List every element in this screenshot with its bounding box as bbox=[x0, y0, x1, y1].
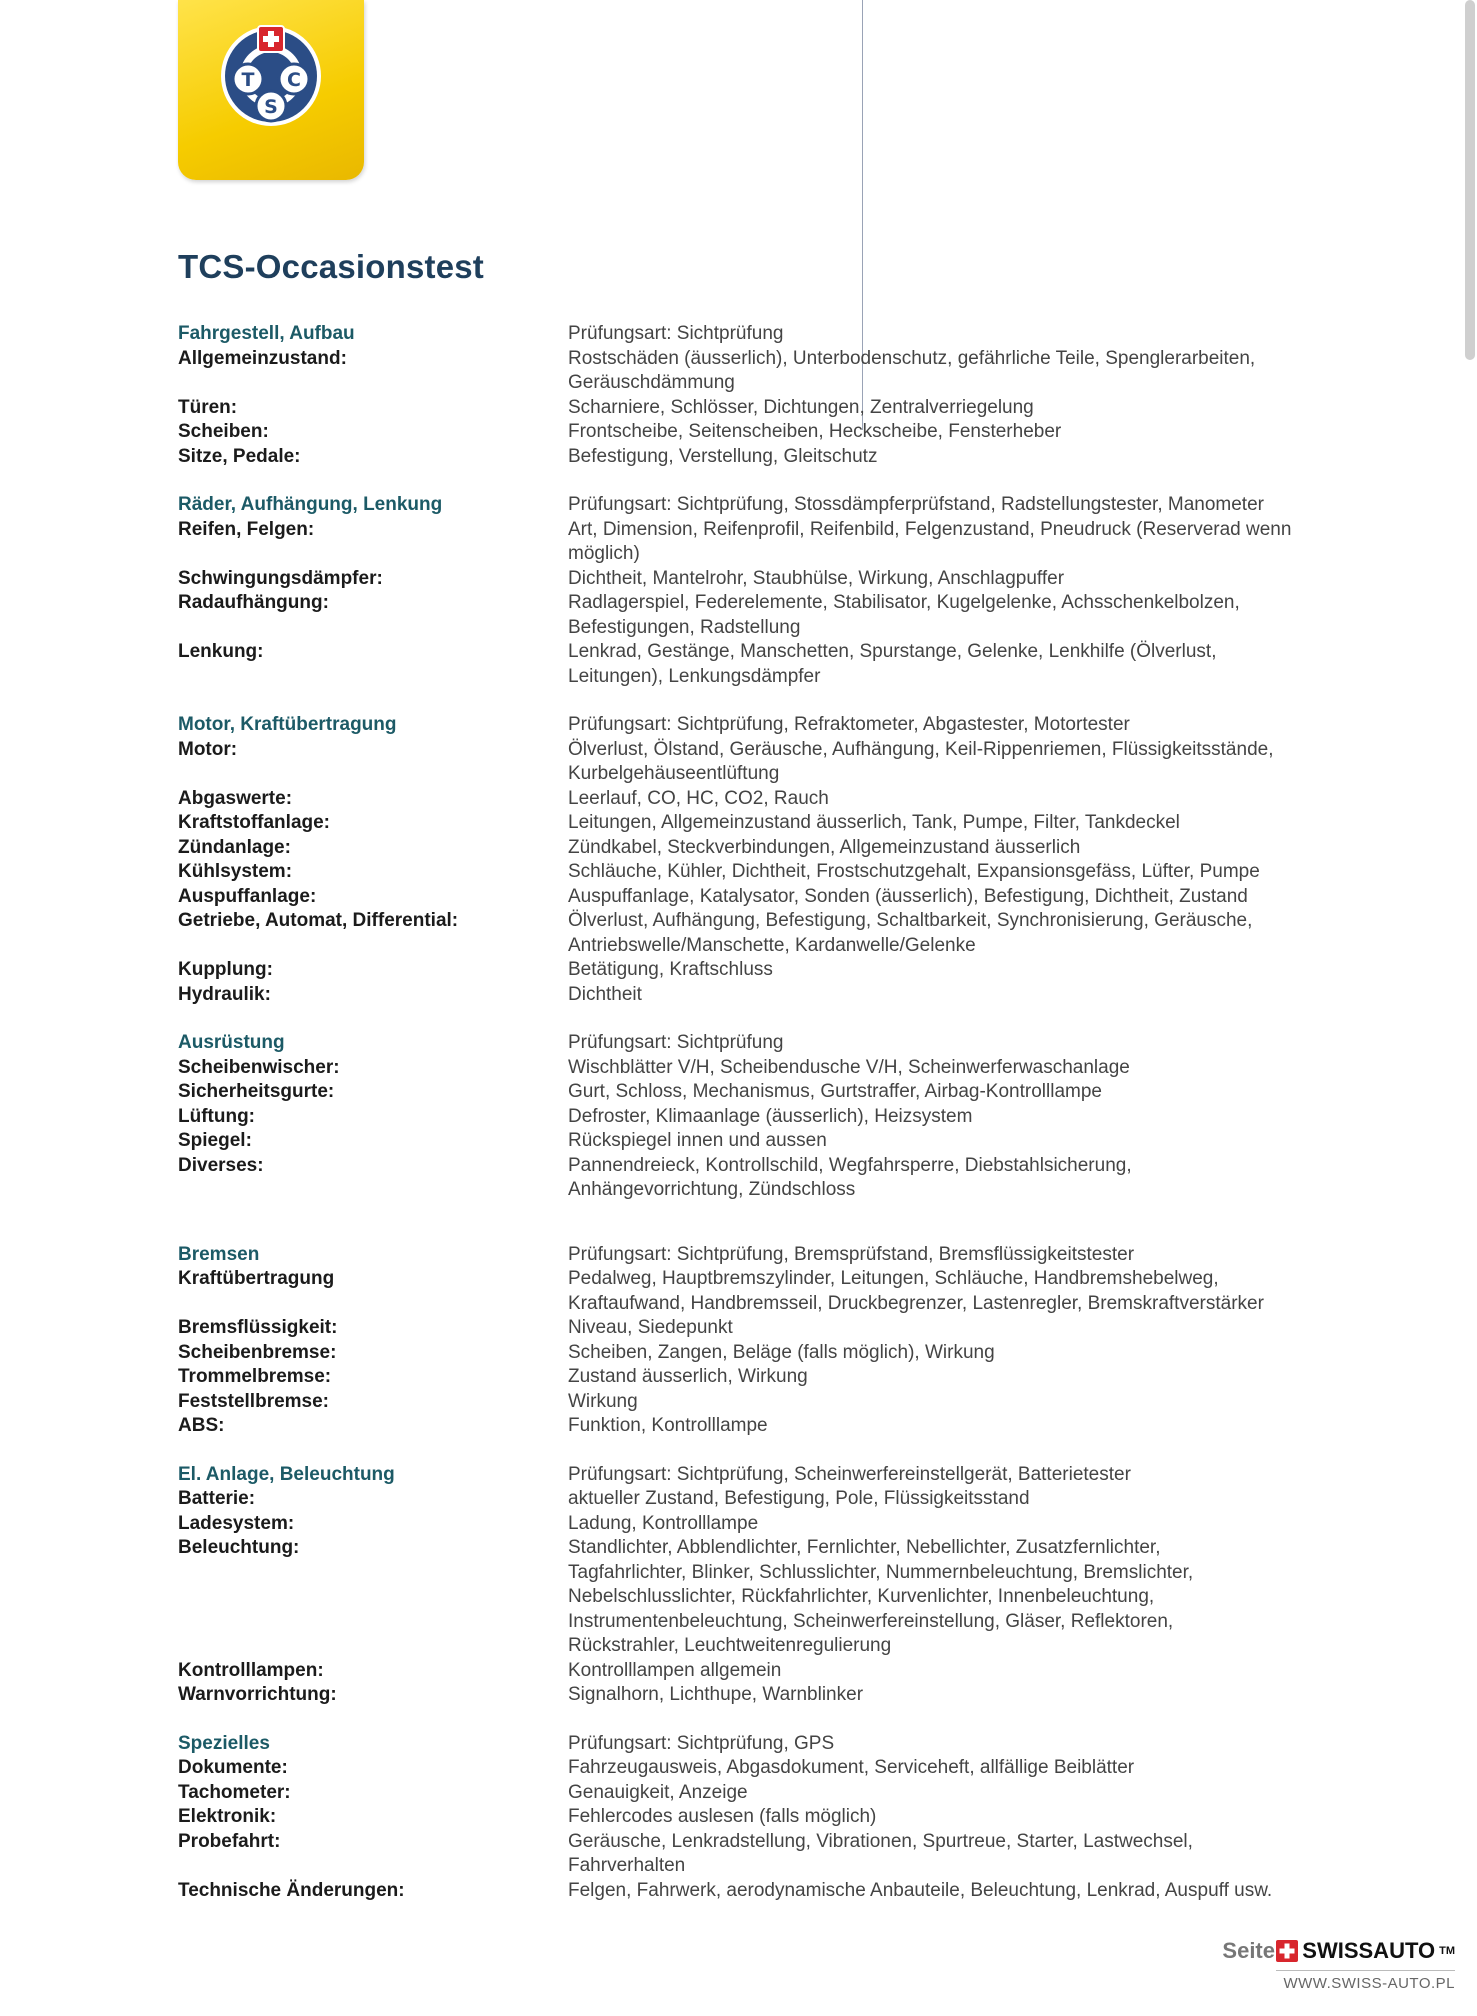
item-value-continuation: Rückstrahler, Leuchtweitenregulierung bbox=[568, 1635, 892, 1656]
item-value: Standlichter, Abblendlichter, Fernlichter, Nebellichter, Zusatzfernlichter, bbox=[568, 1537, 1161, 1558]
item-value: Zustand äusserlich, Wirkung bbox=[568, 1366, 808, 1387]
item-value-continuation: Geräuschdämmung bbox=[568, 372, 735, 393]
test-type: Prüfungsart: Sichtprüfung, Bremsprüfstand, Bremsflüssigkeitstester bbox=[568, 1243, 1135, 1265]
section-header-row bbox=[178, 322, 1398, 347]
item-value: Felgen, Fahrwerk, aerodynamische Anbauteile, Beleuchtung, Lenkrad, Auspuff usw. bbox=[568, 1879, 1273, 1901]
item-row bbox=[178, 518, 1398, 543]
item-label: Ladesystem: bbox=[178, 1512, 295, 1534]
item-value: Art, Dimension, Reifenprofil, Reifenbild, Felgenzustand, Pneudruck (Reserverad wenn bbox=[568, 518, 1292, 540]
item-value: Pannendreieck, Kontrollschild, Wegfahrsperre, Diebstahlsicherung, bbox=[568, 1154, 1132, 1176]
item-label: ABS: bbox=[178, 1415, 225, 1436]
item-row bbox=[178, 1781, 1398, 1806]
item-row bbox=[178, 1365, 1398, 1390]
item-value: Defroster, Klimaanlage (äusserlich), Heizsystem bbox=[568, 1105, 973, 1127]
tcs-logo bbox=[178, 0, 364, 180]
svg-text:C: C bbox=[287, 69, 301, 91]
item-label: Auspuffanlage: bbox=[178, 885, 317, 907]
item-row bbox=[178, 836, 1398, 861]
item-value-continuation: Tagfahrlichter, Blinker, Schlusslichter, Nummernbeleuchtung, Bremslichter, bbox=[568, 1561, 1194, 1583]
test-type: Prüfungsart: Sichtprüfung, Stossdämpferprüfstand, Radstellungstester, Manometer bbox=[568, 494, 1264, 515]
item-label: Getriebe, Automat, Differential: bbox=[178, 910, 459, 931]
watermark-name: SWISSAUTO TM bbox=[1276, 1938, 1455, 1964]
item-value-continuation: Kraftaufwand, Handbremsseil, Druckbegrenzer, Lastenregler, Bremskraftverstärker bbox=[568, 1292, 1264, 1314]
test-type: Prüfungsart: Sichtprüfung bbox=[568, 1032, 784, 1053]
item-row-continuation bbox=[178, 1854, 1398, 1879]
item-row bbox=[178, 1879, 1398, 1904]
item-value: Auspuffanlage, Katalysator, Sonden (äusserlich), Befestigung, Dichtheit, Zustand bbox=[568, 885, 1248, 907]
item-label: Schwingungsdämpfer: bbox=[178, 567, 383, 589]
item-value: Niveau, Siedepunkt bbox=[568, 1317, 733, 1338]
section-header-row bbox=[178, 1031, 1398, 1056]
test-type: Prüfungsart: Sichtprüfung, Scheinwerfereinstellgerät, Batterietester bbox=[568, 1463, 1131, 1485]
section bbox=[178, 1243, 1398, 1439]
item-row bbox=[178, 591, 1398, 616]
item-value: Leerlauf, CO, HC, CO2, Rauch bbox=[568, 787, 829, 809]
empty-label bbox=[178, 542, 568, 567]
item-value-continuation: Befestigungen, Radstellung bbox=[568, 616, 801, 638]
item-value: Pedalweg, Hauptbremszylinder, Leitungen, Schläuche, Handbremshebelweg, bbox=[568, 1268, 1219, 1289]
item-label: Bremsflüssigkeit: bbox=[178, 1317, 338, 1338]
item-row bbox=[178, 347, 1398, 372]
item-row bbox=[178, 1105, 1398, 1130]
empty-label bbox=[178, 371, 568, 396]
item-value: Wischblätter V/H, Scheibendusche V/H, Scheinwerferwaschanlage bbox=[568, 1056, 1130, 1078]
empty-label bbox=[178, 934, 568, 959]
item-label: Scheibenbremse: bbox=[178, 1341, 337, 1363]
item-label: Dokumente: bbox=[178, 1757, 288, 1778]
item-value-continuation: Instrumentenbeleuchtung, Scheinwerfereinstellung, Gläser, Reflektoren, bbox=[568, 1610, 1174, 1632]
test-type: Prüfungsart: Sichtprüfung, GPS bbox=[568, 1732, 835, 1754]
item-value: Leitungen, Allgemeinzustand äusserlich, Tank, Pumpe, Filter, Tankdeckel bbox=[568, 812, 1180, 833]
item-label: Sitze, Pedale: bbox=[178, 445, 301, 467]
item-row bbox=[178, 567, 1398, 592]
item-row bbox=[178, 1512, 1398, 1537]
section-heading: Spezielles bbox=[178, 1732, 270, 1754]
item-label: Diverses: bbox=[178, 1154, 264, 1176]
empty-label bbox=[178, 1634, 568, 1659]
section-heading: Fahrgestell, Aufbau bbox=[178, 323, 355, 344]
item-row-continuation bbox=[178, 1561, 1398, 1586]
item-value-continuation: Antriebswelle/Manschette, Kardanwelle/Gelenke bbox=[568, 934, 976, 956]
item-row bbox=[178, 958, 1398, 983]
item-value: Zündkabel, Steckverbindungen, Allgemeinzustand äusserlich bbox=[568, 836, 1081, 858]
item-value: Dichtheit bbox=[568, 983, 642, 1005]
page-title: TCS-Occasionstest bbox=[178, 248, 484, 285]
item-label: Kupplung: bbox=[178, 959, 273, 980]
empty-label bbox=[178, 616, 568, 641]
section-header-row bbox=[178, 1243, 1398, 1268]
section-heading: Ausrüstung bbox=[178, 1032, 285, 1053]
item-label: Scheibenwischer: bbox=[178, 1056, 340, 1078]
item-value: Fahrzeugausweis, Abgasdokument, Serviceheft, allfällige Beiblätter bbox=[568, 1757, 1135, 1778]
item-label: Allgemeinzustand: bbox=[178, 347, 347, 369]
item-row bbox=[178, 1056, 1398, 1081]
item-value: Frontscheibe, Seitenscheiben, Heckscheibe, Fensterheber bbox=[568, 421, 1062, 442]
item-value-continuation: Anhängevorrichtung, Zündschloss bbox=[568, 1179, 856, 1200]
item-value: Betätigung, Kraftschluss bbox=[568, 959, 773, 980]
item-row-continuation bbox=[178, 542, 1398, 567]
item-label: Elektronik: bbox=[178, 1806, 277, 1827]
item-row bbox=[178, 1267, 1398, 1292]
item-value: Lenkrad, Gestänge, Manschetten, Spurstange, Gelenke, Lenkhilfe (Ölverlust, bbox=[568, 641, 1217, 662]
item-row-continuation bbox=[178, 1178, 1398, 1203]
item-label: Feststellbremse: bbox=[178, 1390, 330, 1412]
item-row bbox=[178, 909, 1398, 934]
item-row bbox=[178, 445, 1398, 470]
item-label: Abgaswerte: bbox=[178, 787, 293, 809]
item-value: Ölverlust, Ölstand, Geräusche, Aufhängung, Keil-Rippenriemen, Flüssigkeitsstände, bbox=[568, 738, 1274, 760]
item-label: Spiegel: bbox=[178, 1130, 252, 1151]
item-label: Türen: bbox=[178, 396, 238, 418]
item-row-continuation bbox=[178, 1610, 1398, 1635]
item-label: Lenkung: bbox=[178, 641, 264, 662]
item-row-continuation bbox=[178, 1634, 1398, 1659]
item-row bbox=[178, 396, 1398, 421]
item-label: Kraftstoffanlage: bbox=[178, 812, 331, 833]
item-value: Schläuche, Kühler, Dichtheit, Frostschutzgehalt, Expansionsgefäss, Lüfter, Pumpe bbox=[568, 861, 1260, 882]
item-row bbox=[178, 885, 1398, 910]
item-value: Dichtheit, Mantelrohr, Staubhülse, Wirkung, Anschlagpuffer bbox=[568, 567, 1065, 589]
section-heading: Räder, Aufhängung, Lenkung bbox=[178, 494, 443, 515]
item-label: Trommelbremse: bbox=[178, 1366, 332, 1387]
item-row bbox=[178, 1683, 1398, 1708]
watermark-url: WWW.SWISS-AUTO.PL bbox=[1276, 1970, 1455, 1992]
empty-label bbox=[178, 1292, 568, 1317]
item-value: aktueller Zustand, Befestigung, Pole, Flüssigkeitsstand bbox=[568, 1488, 1030, 1509]
item-value: Ladung, Kontrolllampe bbox=[568, 1512, 759, 1534]
item-value: Scharniere, Schlösser, Dichtungen, Zentralverriegelung bbox=[568, 396, 1034, 418]
item-row bbox=[178, 640, 1398, 665]
empty-label bbox=[178, 665, 568, 690]
section bbox=[178, 493, 1398, 689]
item-label: Batterie: bbox=[178, 1488, 256, 1509]
inspection-list bbox=[178, 322, 1398, 1927]
item-row-continuation bbox=[178, 371, 1398, 396]
item-label: Lüftung: bbox=[178, 1105, 256, 1127]
section-header-row bbox=[178, 493, 1398, 518]
item-label: Probefahrt: bbox=[178, 1830, 281, 1852]
item-value: Scheiben, Zangen, Beläge (falls möglich), Wirkung bbox=[568, 1341, 995, 1363]
item-value: Funktion, Kontrolllampe bbox=[568, 1415, 768, 1436]
section bbox=[178, 1463, 1398, 1708]
section-heading: Bremsen bbox=[178, 1243, 260, 1265]
item-label: Zündanlage: bbox=[178, 836, 291, 858]
item-row bbox=[178, 420, 1398, 445]
item-row-continuation bbox=[178, 1292, 1398, 1317]
empty-label bbox=[178, 1585, 568, 1610]
item-value: Kontrolllampen allgemein bbox=[568, 1659, 782, 1681]
item-row bbox=[178, 1414, 1398, 1439]
item-row bbox=[178, 1390, 1398, 1415]
item-row bbox=[178, 1080, 1398, 1105]
item-row bbox=[178, 1756, 1398, 1781]
item-row bbox=[178, 1341, 1398, 1366]
empty-label bbox=[178, 1561, 568, 1586]
scrollbar[interactable] bbox=[1465, 0, 1475, 360]
item-label: Hydraulik: bbox=[178, 983, 271, 1005]
item-row bbox=[178, 1659, 1398, 1684]
section-heading: El. Anlage, Beleuchtung bbox=[178, 1463, 395, 1485]
item-row-continuation bbox=[178, 616, 1398, 641]
item-label: Kontrolllampen: bbox=[178, 1659, 324, 1681]
item-value-continuation: Kurbelgehäuseentlüftung bbox=[568, 763, 780, 784]
item-label: Reifen, Felgen: bbox=[178, 518, 315, 540]
section bbox=[178, 1732, 1398, 1904]
item-label: Kühlsystem: bbox=[178, 861, 293, 882]
item-label: Radaufhängung: bbox=[178, 592, 329, 613]
section-header-row bbox=[178, 1732, 1398, 1757]
item-value: Befestigung, Verstellung, Gleitschutz bbox=[568, 445, 878, 467]
test-type: Prüfungsart: Sichtprüfung bbox=[568, 323, 784, 344]
swiss-cross-icon bbox=[1276, 1940, 1298, 1962]
item-value: Rostschäden (äusserlich), Unterbodenschutz, gefährliche Teile, Spenglerarbeiten, bbox=[568, 347, 1256, 369]
section bbox=[178, 1031, 1398, 1203]
item-row bbox=[178, 738, 1398, 763]
item-row bbox=[178, 1129, 1398, 1154]
item-value: Signalhorn, Lichthupe, Warnblinker bbox=[568, 1684, 864, 1705]
item-row bbox=[178, 1805, 1398, 1830]
test-type: Prüfungsart: Sichtprüfung, Refraktometer, Abgastester, Motortester bbox=[568, 714, 1130, 735]
item-value: Fehlercodes auslesen (falls möglich) bbox=[568, 1806, 877, 1827]
item-value: Gurt, Schloss, Mechanismus, Gurtstraffer, Airbag-Kontrolllampe bbox=[568, 1081, 1102, 1102]
item-row bbox=[178, 1536, 1398, 1561]
item-value: Radlagerspiel, Federelemente, Stabilisator, Kugelgelenke, Achsschenkelbolzen, bbox=[568, 592, 1240, 613]
item-value-continuation: Fahrverhalten bbox=[568, 1855, 686, 1876]
item-label: Motor: bbox=[178, 738, 238, 760]
item-value-continuation: Nebelschlusslichter, Rückfahrlichter, Kurvenlichter, Innenbeleuchtung, bbox=[568, 1586, 1155, 1607]
item-row bbox=[178, 811, 1398, 836]
item-value-continuation: möglich) bbox=[568, 543, 640, 564]
watermark bbox=[1222, 1938, 1455, 1992]
item-value: Ölverlust, Aufhängung, Befestigung, Schaltbarkeit, Synchronisierung, Geräusche, bbox=[568, 910, 1253, 931]
section bbox=[178, 713, 1398, 1007]
section bbox=[178, 322, 1398, 469]
item-label: Tachometer: bbox=[178, 1781, 291, 1803]
empty-label bbox=[178, 762, 568, 787]
empty-label bbox=[178, 1854, 568, 1879]
svg-text:S: S bbox=[264, 96, 278, 118]
item-label: Beleuchtung: bbox=[178, 1537, 300, 1558]
item-label: Technische Änderungen: bbox=[178, 1879, 405, 1901]
item-row bbox=[178, 1830, 1398, 1855]
item-value: Genauigkeit, Anzeige bbox=[568, 1781, 748, 1803]
item-row bbox=[178, 1154, 1398, 1179]
item-label: Warnvorrichtung: bbox=[178, 1684, 337, 1705]
item-label: Sicherheitsgurte: bbox=[178, 1081, 335, 1102]
page-label: Seite bbox=[1222, 1938, 1275, 1963]
section-header-row bbox=[178, 713, 1398, 738]
item-label: Scheiben: bbox=[178, 421, 269, 442]
empty-label bbox=[178, 1178, 568, 1203]
svg-text:T: T bbox=[241, 69, 255, 91]
tcs-emblem-icon bbox=[214, 16, 328, 130]
item-row bbox=[178, 1487, 1398, 1512]
item-row bbox=[178, 983, 1398, 1008]
item-row bbox=[178, 787, 1398, 812]
item-row-continuation bbox=[178, 1585, 1398, 1610]
item-row bbox=[178, 1316, 1398, 1341]
item-label: Kraftübertragung bbox=[178, 1268, 335, 1289]
empty-label bbox=[178, 1610, 568, 1635]
item-value: Wirkung bbox=[568, 1390, 638, 1412]
item-row-continuation bbox=[178, 934, 1398, 959]
item-row bbox=[178, 860, 1398, 885]
item-row-continuation bbox=[178, 762, 1398, 787]
item-row-continuation bbox=[178, 665, 1398, 690]
section-header-row bbox=[178, 1463, 1398, 1488]
item-value: Rückspiegel innen und aussen bbox=[568, 1130, 827, 1151]
item-value-continuation: Leitungen), Lenkungsdämpfer bbox=[568, 665, 821, 687]
section-heading: Motor, Kraftübertragung bbox=[178, 714, 397, 735]
item-value: Geräusche, Lenkradstellung, Vibrationen, Spurtreue, Starter, Lastwechsel, bbox=[568, 1830, 1193, 1852]
